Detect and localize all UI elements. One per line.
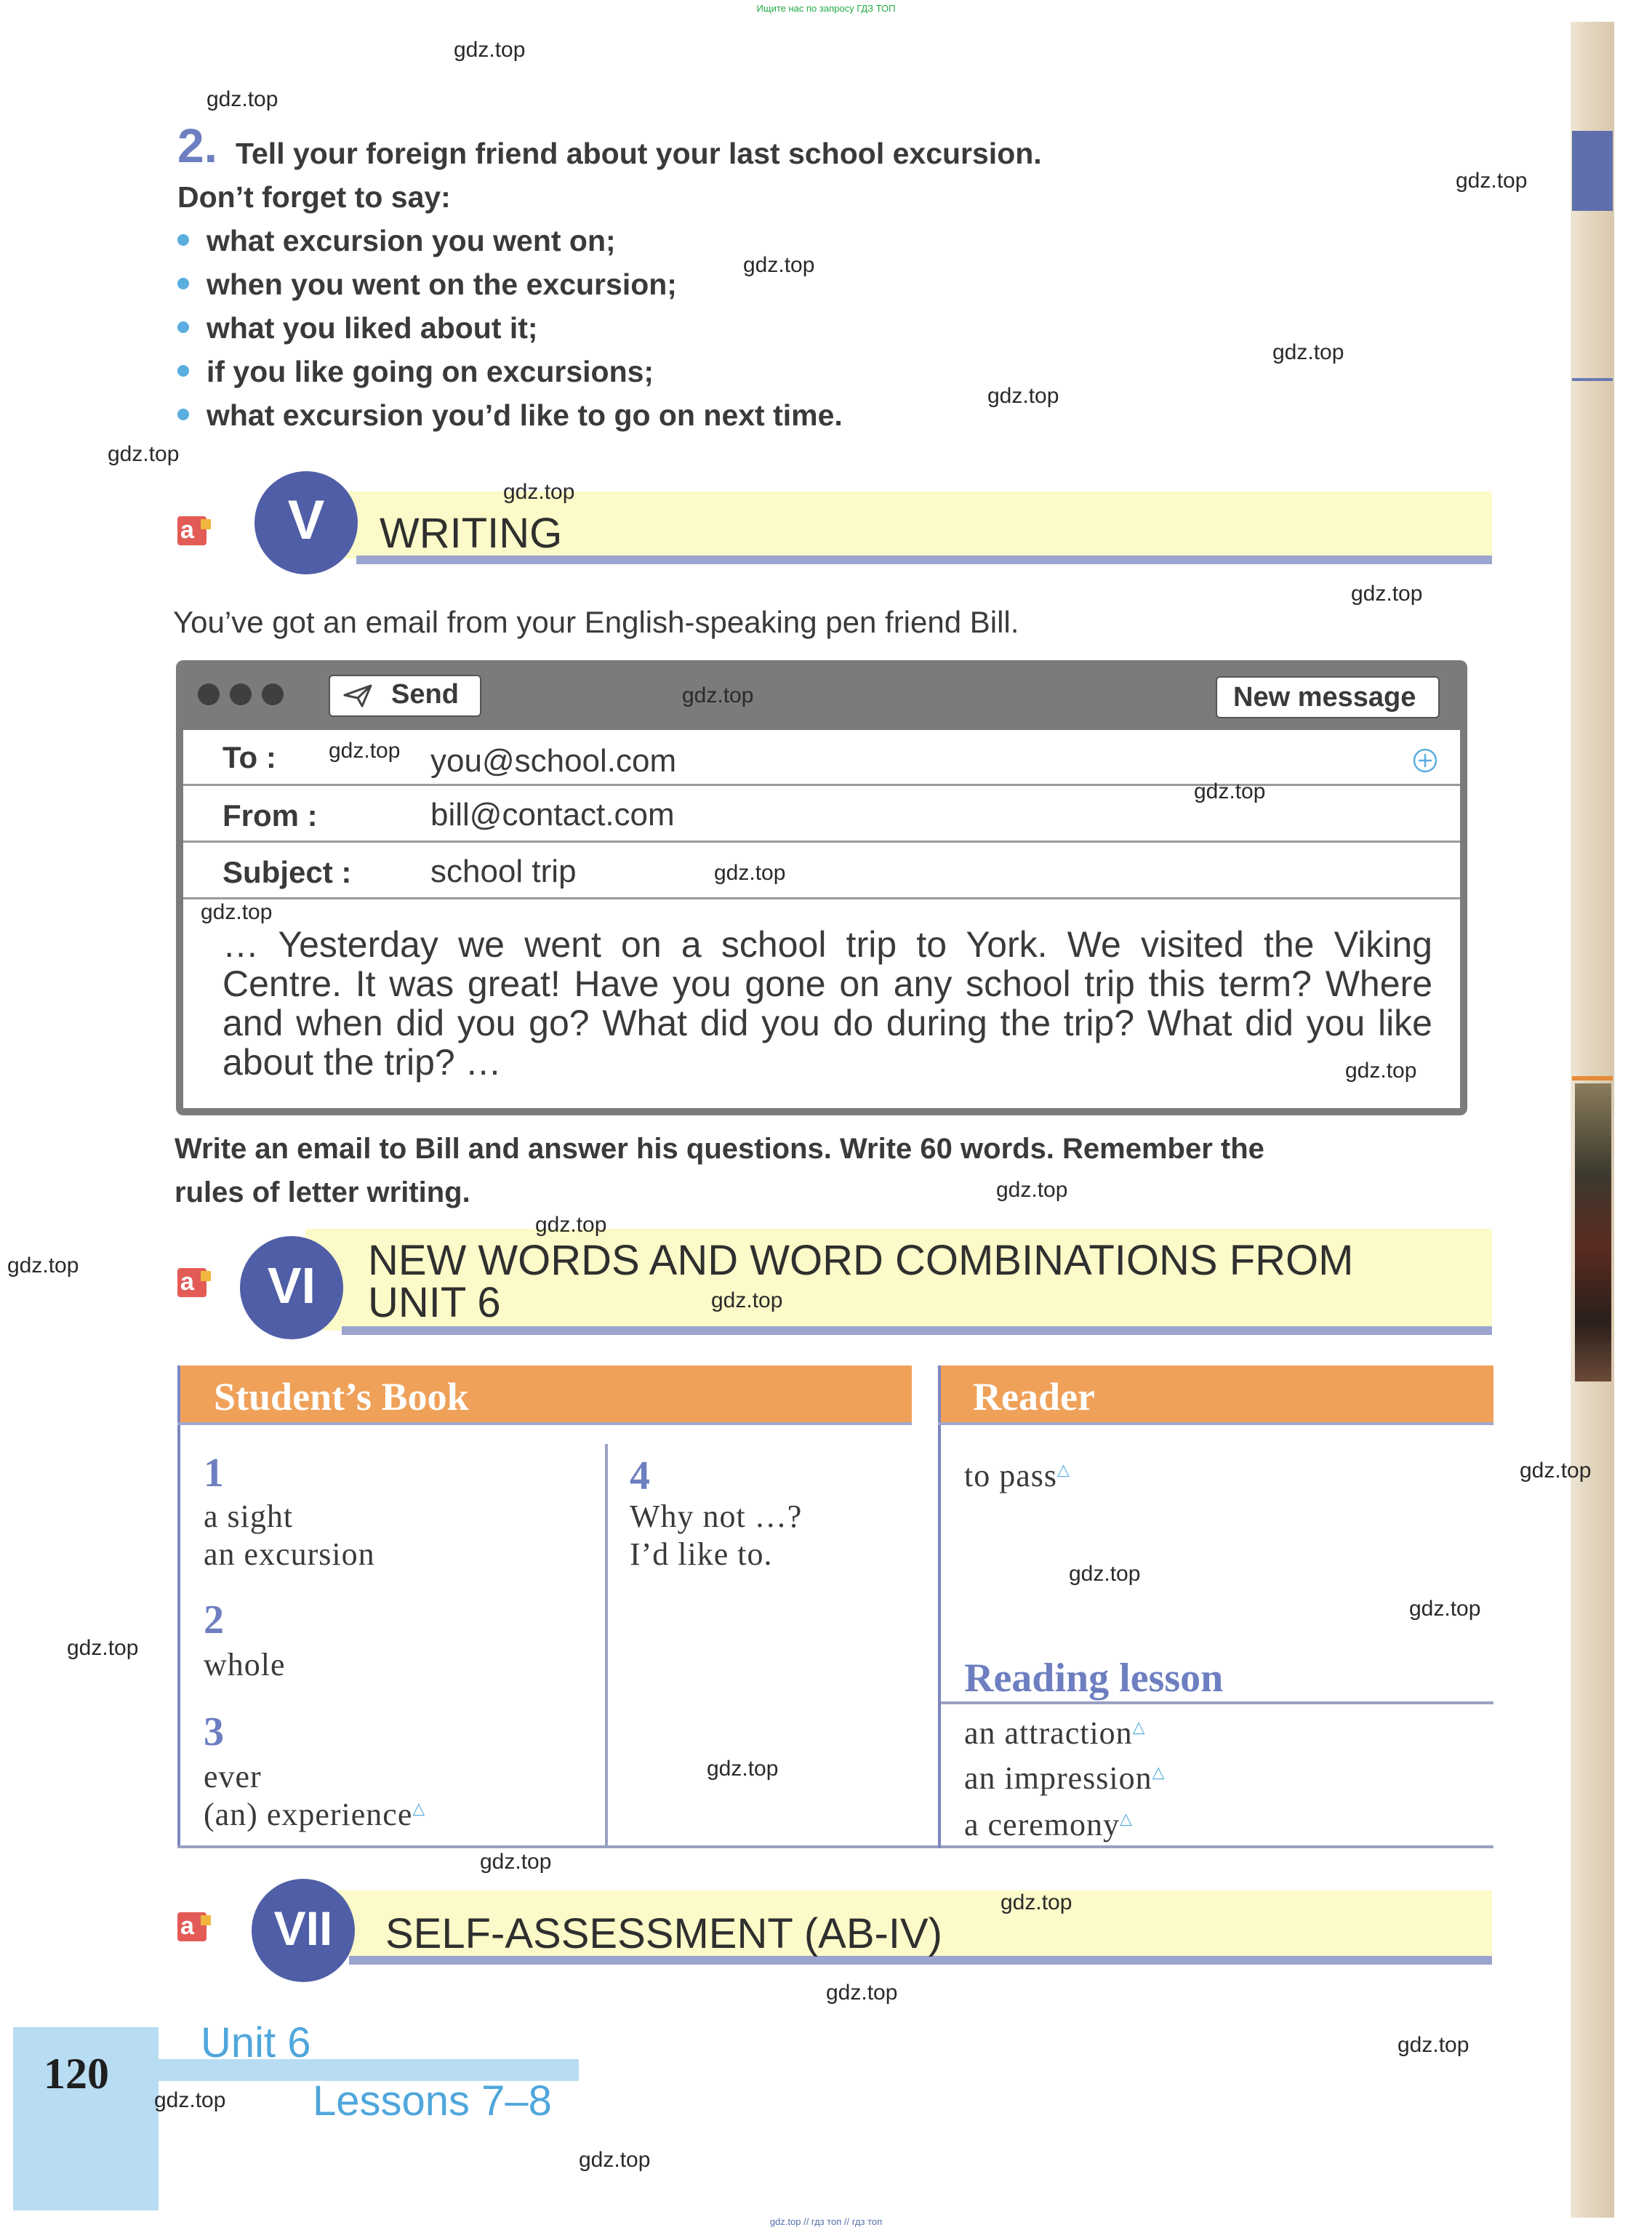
activity-icon: a — [177, 1268, 206, 1297]
new-message-button[interactable] — [1216, 676, 1440, 718]
group-number: 3 — [204, 1709, 224, 1754]
instruction-line-1: Write an email to Bill and answer his questions. Write 60 words. Remember the — [175, 1133, 1264, 1165]
section-title-line-2: UNIT 6 — [368, 1279, 501, 1326]
watermark: gdz.top — [711, 1288, 783, 1312]
bullet-item: what excursion you’d like to go on next time. — [206, 398, 843, 432]
table-border — [938, 1422, 1493, 1425]
section-number-badge: VI — [240, 1236, 343, 1339]
page-number: 120 — [44, 2050, 109, 2098]
section-underline — [342, 1326, 1492, 1335]
activity-icon: a — [177, 516, 206, 545]
task-line-1: Tell your foreign friend about your last school excursion. — [236, 137, 1042, 170]
email-body: … Yesterday we went on a school trip to York. We visited the Viking Centre. It was great! Have you gone on any school trip this term? Where and when did you go? What did you do during the trip? What did you like about the trip? … — [222, 924, 1432, 1083]
bullet-dot — [177, 409, 189, 420]
send-button[interactable] — [329, 675, 481, 717]
vocab-word: to pass△ — [964, 1458, 1070, 1493]
edge-photo — [1575, 1083, 1611, 1381]
triangle-mark-icon: △ — [1152, 1762, 1166, 1781]
activity-icon: a — [177, 1912, 206, 1941]
unit-label: Unit 6 — [201, 2019, 311, 2066]
watermark: gdz.top — [682, 683, 754, 707]
edge-tab — [1572, 131, 1613, 211]
watermark: gdz.top — [987, 384, 1059, 408]
window-dot — [262, 683, 284, 705]
from-label: From : — [222, 798, 318, 833]
watermark: gdz.top — [1194, 779, 1266, 803]
watermark: gdz.top — [108, 442, 180, 466]
group-number: 4 — [630, 1453, 650, 1499]
table-border — [177, 1422, 912, 1425]
bullet-dot — [177, 365, 189, 377]
watermark: gdz.top — [1409, 1597, 1481, 1621]
email-divider — [183, 784, 1460, 786]
triangle-mark-icon: △ — [1132, 1717, 1146, 1736]
window-dot — [230, 683, 252, 705]
section-number-badge: V — [254, 471, 358, 574]
watermark: gdz.top — [206, 87, 278, 111]
watermark: gdz.top — [707, 1757, 779, 1781]
watermark: gdz.top — [1398, 2033, 1469, 2057]
table-divider — [605, 1444, 608, 1848]
triangle-mark-icon: △ — [412, 1799, 426, 1818]
watermark: gdz.top — [67, 1636, 139, 1660]
watermark: gdz.top — [480, 1850, 552, 1874]
vocab-word: whole — [204, 1647, 286, 1682]
email-intro: You’ve got an email from your English-speaking pen friend Bill. — [173, 605, 1019, 639]
edge-line — [1572, 378, 1613, 381]
watermark: gdz.top — [154, 2088, 226, 2112]
paper-plane-icon — [343, 683, 374, 708]
watermark: gdz.top — [1069, 1562, 1141, 1586]
watermark: gdz.top — [1351, 582, 1423, 606]
section-title-line-1: NEW WORDS AND WORD COMBINATIONS FROM — [368, 1237, 1354, 1284]
watermark: gdz.top — [743, 253, 815, 277]
task-number: 2. — [177, 119, 218, 172]
bullet-item: if you like going on excursions; — [206, 355, 654, 388]
section-number-badge: VII — [252, 1879, 355, 1982]
email-divider — [183, 897, 1460, 899]
edge-orange-stripe — [1572, 1076, 1613, 1080]
vocab-word: a sight — [204, 1499, 294, 1534]
watermark: gdz.top — [503, 480, 575, 504]
watermark: gdz.top — [826, 1981, 898, 2005]
send-label: Send — [391, 679, 459, 710]
watermark: gdz.top — [329, 739, 401, 763]
watermark: gdz.top — [714, 861, 786, 885]
table-border — [938, 1365, 941, 1848]
reading-lesson-underline — [941, 1701, 1493, 1704]
subject-label: Subject : — [222, 855, 352, 889]
reader-header: Reader — [941, 1365, 1493, 1424]
triangle-mark-icon: △ — [1120, 1809, 1133, 1828]
watermark: gdz.top — [996, 1178, 1068, 1202]
table-bottom-border — [177, 1845, 1493, 1848]
vocab-word: a ceremony△ — [964, 1807, 1133, 1842]
vocab-word: I’d like to. — [630, 1536, 773, 1572]
bullet-item: what you liked about it; — [206, 311, 538, 345]
task-line-2: Don’t forget to say: — [177, 180, 451, 214]
subject-field[interactable]: school trip — [430, 854, 577, 889]
watermark: gdz.top — [579, 2148, 651, 2172]
vocab-word: an attraction△ — [964, 1715, 1146, 1751]
group-number: 2 — [204, 1597, 224, 1643]
bullet-dot — [177, 278, 189, 289]
watermark: gdz.top — [454, 38, 526, 62]
plus-circle-icon[interactable] — [1412, 747, 1438, 774]
triangle-mark-icon: △ — [1057, 1460, 1070, 1479]
watermark: gdz.top — [1520, 1459, 1592, 1483]
reading-lesson-title: Reading lesson — [964, 1656, 1224, 1701]
vocab-word: (an) experience△ — [204, 1797, 426, 1832]
watermark: gdz.top — [1456, 169, 1528, 193]
group-number: 1 — [204, 1451, 224, 1496]
bullet-item: what excursion you went on; — [206, 224, 616, 257]
email-divider — [183, 841, 1460, 843]
new-message-label: New message — [1233, 682, 1416, 713]
vocab-word: ever — [204, 1759, 262, 1794]
watermark: gdz.top — [1001, 1890, 1072, 1914]
header-note: Ищите нас по запросу ГДЗ ТОП — [756, 3, 896, 14]
section-title: WRITING — [380, 510, 563, 557]
to-label: To : — [222, 740, 276, 774]
window-dot — [198, 683, 220, 705]
bullet-item: when you went on the excursion; — [206, 268, 677, 301]
watermark: gdz.top — [7, 1254, 79, 1278]
to-field[interactable]: you@school.com — [430, 743, 677, 779]
bullet-dot — [177, 321, 189, 333]
lessons-label: Lessons 7–8 — [313, 2077, 552, 2125]
vocab-word: an excursion — [204, 1536, 375, 1572]
instruction-line-2: rules of letter writing. — [175, 1176, 470, 1208]
watermark: gdz.top — [1345, 1059, 1417, 1083]
vocab-word: Why not …? — [630, 1499, 803, 1534]
watermark: gdz.top — [535, 1213, 607, 1237]
students-book-header: Student’s Book — [179, 1365, 912, 1424]
footer-note: gdz.top // гдз топ // гдз топ — [769, 2216, 883, 2227]
from-field[interactable]: bill@contact.com — [430, 797, 675, 833]
bullet-dot — [177, 234, 189, 246]
watermark: gdz.top — [201, 900, 273, 924]
watermark: gdz.top — [1272, 340, 1344, 364]
table-border — [177, 1365, 180, 1848]
section-title: SELF-ASSESSMENT (AB-IV) — [385, 1910, 942, 1957]
vocab-word: an impression△ — [964, 1760, 1166, 1796]
